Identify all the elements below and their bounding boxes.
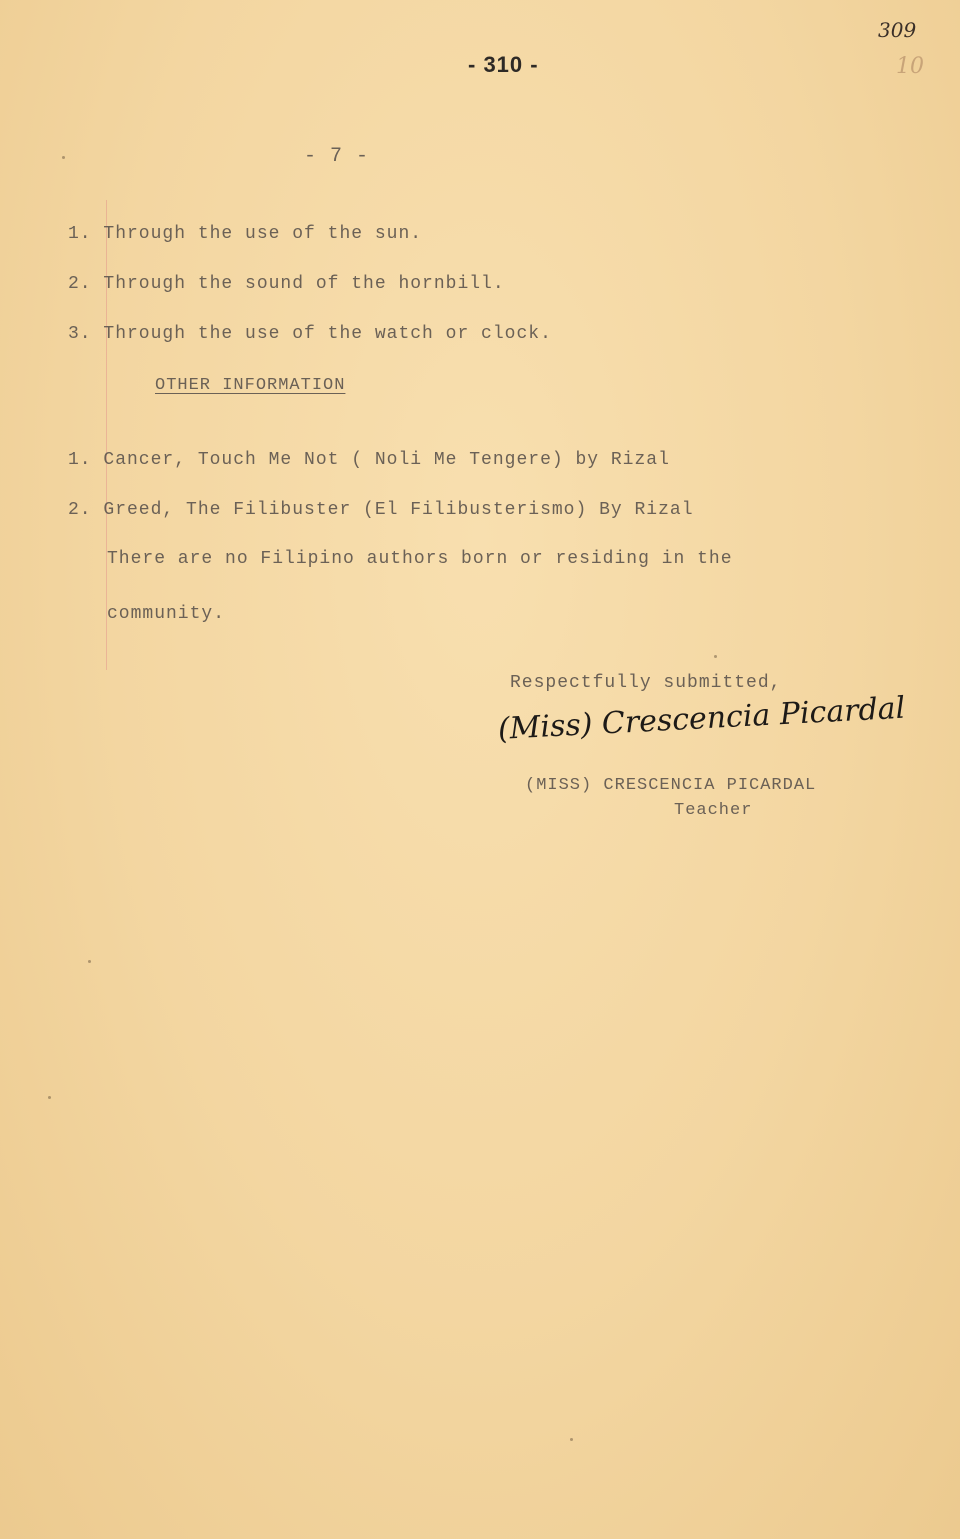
paper-speck bbox=[48, 1096, 51, 1099]
paper-speck bbox=[88, 960, 91, 963]
info-item-1: 1. Cancer, Touch Me Not ( Noli Me Tengere) by Rizal bbox=[68, 450, 670, 470]
signer-title: Teacher bbox=[674, 801, 753, 820]
info-note-line-1: There are no Filipino authors born or residing in the bbox=[107, 549, 733, 569]
paper-speck bbox=[570, 1438, 573, 1441]
method-item-1: 1. Through the use of the sun. bbox=[68, 224, 423, 244]
stamped-page-number: - 310 - bbox=[468, 52, 539, 77]
handwritten-page-number: 309 bbox=[878, 18, 917, 42]
other-information-heading: OTHER INFORMATION bbox=[155, 376, 346, 395]
handwritten-signature: (Miss) Crescencia Picardal bbox=[497, 690, 907, 747]
typed-page-number: - 7 - bbox=[304, 145, 370, 168]
method-item-2: 2. Through the sound of the hornbill. bbox=[68, 274, 505, 294]
closing-salutation: Respectfully submitted, bbox=[510, 673, 782, 693]
info-item-2: 2. Greed, The Filibuster (El Filibusterismo) By Rizal bbox=[68, 500, 694, 520]
info-note-line-2: community. bbox=[107, 604, 226, 624]
paper-speck bbox=[62, 156, 65, 159]
signer-name: (MISS) CRESCENCIA PICARDAL bbox=[525, 776, 817, 795]
method-item-3: 3. Through the use of the watch or clock. bbox=[68, 324, 552, 344]
margin-line bbox=[106, 200, 107, 670]
paper-speck bbox=[714, 655, 717, 658]
handwritten-secondary-number: 10 bbox=[896, 54, 924, 79]
